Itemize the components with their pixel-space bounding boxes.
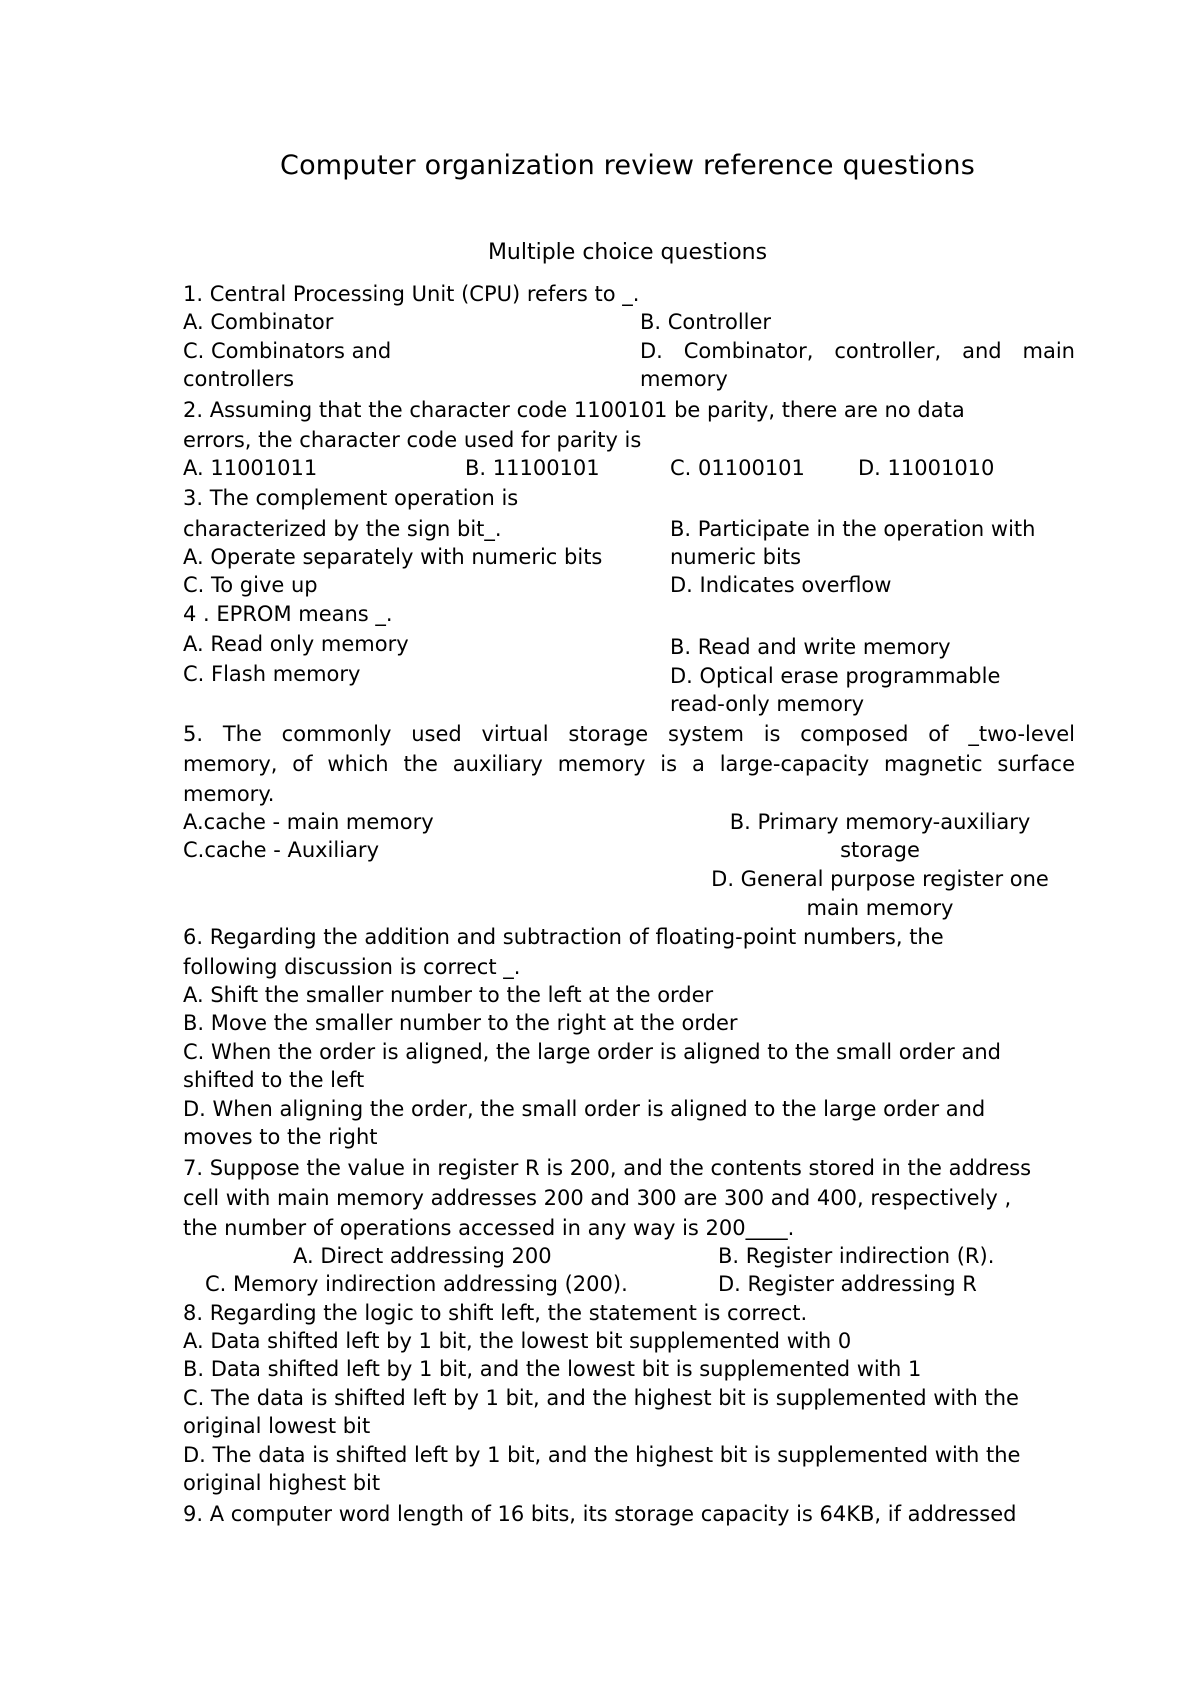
question-1-option-c: C. Combinators and: [183, 339, 392, 363]
question-7-stem-end: the number of operations accessed in any way is 200____.: [183, 1216, 795, 1240]
question-2-stem: 2. Assuming that the character code 1100101 be parity, there are no data: [183, 398, 965, 422]
question-5-option-a: A.cache - main memory: [183, 810, 434, 834]
question-5-option-b-cont: storage: [840, 838, 920, 862]
question-8-option-b: B. Data shifted left by 1 bit, and the lowest bit is supplemented with 1: [183, 1357, 922, 1381]
question-7-option-a: A. Direct addressing 200: [293, 1244, 552, 1268]
question-2-stem-cont: errors, the character code used for parity is: [183, 428, 642, 452]
question-4-option-c: C. Flash memory: [183, 662, 361, 686]
question-4-option-d: D. Optical erase programmable: [670, 664, 1001, 688]
question-8-option-c: C. The data is shifted left by 1 bit, and the highest bit is supplemented with the: [183, 1386, 1019, 1410]
question-6-stem-cont: following discussion is correct _.: [183, 955, 521, 979]
question-3-option-a: A. Operate separately with numeric bits: [183, 545, 603, 569]
question-1-option-d-cont: memory: [640, 367, 728, 391]
question-3-option-c: C. To give up: [183, 573, 318, 597]
question-1-stem: 1. Central Processing Unit (CPU) refers to _.: [183, 282, 640, 306]
question-3-stem: 3. The complement operation is: [183, 486, 519, 510]
question-5-stem-end: memory.: [183, 782, 275, 806]
question-5-stem: 5. The commonly used virtual storage system is composed of _two-level: [183, 722, 1075, 746]
question-7-option-c: C. Memory indirection addressing (200).: [205, 1272, 628, 1296]
question-1-option-d: D. Combinator, controller, and main: [640, 339, 1075, 363]
question-5-option-d-cont: main memory: [806, 896, 954, 920]
question-7-stem: 7. Suppose the value in register R is 200, and the contents stored in the address: [183, 1156, 1032, 1180]
question-8-option-d-cont: original highest bit: [183, 1471, 381, 1495]
section-heading: Multiple choice questions: [487, 240, 768, 265]
question-4-option-b: B. Read and write memory: [670, 635, 951, 659]
document-title: Computer organization review reference questions: [280, 150, 975, 181]
question-1-option-a: A. Combinator: [183, 310, 334, 334]
question-3-option-b-cont: numeric bits: [670, 545, 802, 569]
question-9-stem: 9. A computer word length of 16 bits, its storage capacity is 64KB, if addressed: [183, 1502, 1017, 1526]
question-4-option-a: A. Read only memory: [183, 632, 409, 656]
question-1-option-b: B. Controller: [640, 310, 772, 334]
question-6-option-c: C. When the order is aligned, the large order is aligned to the small order and: [183, 1040, 1001, 1064]
question-7-option-d: D. Register addressing R: [718, 1272, 977, 1296]
question-7-option-b: B. Register indirection (R).: [718, 1244, 995, 1268]
question-3-option-d: D. Indicates overflow: [670, 573, 892, 597]
question-5-option-b: B. Primary memory-auxiliary: [729, 810, 1031, 834]
question-3-option-b: B. Participate in the operation with: [670, 517, 1036, 541]
question-6-option-d-cont: moves to the right: [183, 1125, 378, 1149]
question-6-option-b: B. Move the smaller number to the right at the order: [183, 1011, 738, 1035]
question-8-option-d: D. The data is shifted left by 1 bit, and the highest bit is supplemented with the: [183, 1443, 1021, 1467]
question-1-option-c-cont: controllers: [183, 367, 295, 391]
question-4-stem: 4 . EPROM means _.: [183, 602, 393, 626]
question-5-stem-cont: memory, of which the auxiliary memory is a large-capacity magnetic surface: [183, 752, 1075, 776]
question-5-option-c: C.cache - Auxiliary: [183, 838, 379, 862]
question-2-option-d: D. 11001010: [858, 456, 995, 480]
question-8-option-c-cont: original lowest bit: [183, 1414, 371, 1438]
question-8-stem: 8. Regarding the logic to shift left, the statement is correct.: [183, 1301, 808, 1325]
question-3-stem-cont: characterized by the sign bit_.: [183, 517, 502, 541]
question-2-option-b: B. 11100101: [465, 456, 600, 480]
question-6-option-c-cont: shifted to the left: [183, 1068, 365, 1092]
question-8-option-a: A. Data shifted left by 1 bit, the lowest bit supplemented with 0: [183, 1329, 852, 1353]
question-6-stem: 6. Regarding the addition and subtraction of floating-point numbers, the: [183, 925, 944, 949]
question-2-option-a: A. 11001011: [183, 456, 318, 480]
question-6-option-d: D. When aligning the order, the small order is aligned to the large order and: [183, 1097, 986, 1121]
question-6-option-a: A. Shift the smaller number to the left at the order: [183, 983, 714, 1007]
question-7-stem-cont: cell with main memory addresses 200 and 300 are 300 and 400, respectively ,: [183, 1186, 1012, 1210]
question-4-option-d-cont: read-only memory: [670, 692, 865, 716]
question-5-option-d: D. General purpose register one: [711, 867, 1049, 891]
question-2-option-c: C. 01100101: [670, 456, 805, 480]
